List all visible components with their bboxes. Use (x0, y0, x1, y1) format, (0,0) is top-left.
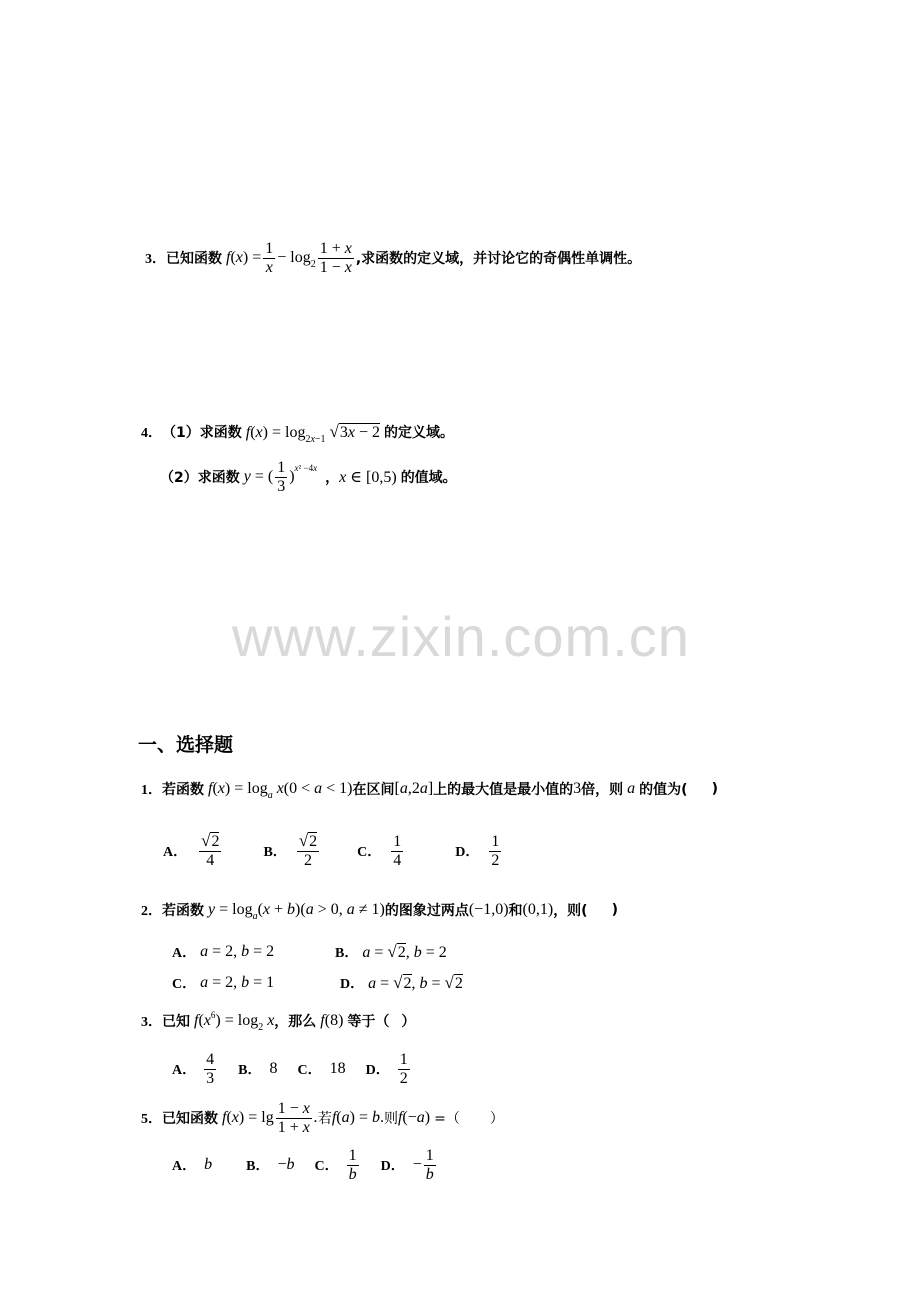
formula: f(x) = (226, 249, 262, 266)
question-text: 已知 (162, 1014, 190, 1030)
option-b-value: 8 (269, 1060, 278, 1077)
option-b-label: B． (263, 845, 287, 860)
question-text: 在区间 (352, 782, 395, 798)
option-a-value: a = 2, b = 2 (200, 943, 275, 960)
question-text: 的图象过两点 (384, 903, 469, 919)
formula: [a,2a] (394, 780, 434, 797)
option-b-value: $\frac{√2}{2}$ (298, 831, 318, 869)
option-d-fraction: $\frac{1}{b}$ (425, 1146, 434, 1183)
question-number: 5． (141, 1112, 162, 1127)
option-a-label: A． (172, 1159, 197, 1174)
question-text: =（ (434, 1111, 460, 1127)
formula: $y = \log_a(x + b)(a > 0$, a ≠ 1) (208, 901, 385, 922)
option-a-value: $\frac{4}{3}$ (206, 1050, 215, 1087)
problem-3 (145, 236, 641, 280)
problem-text: ,求函数的定义域，并讨论它的奇偶性单调性。 (355, 251, 642, 267)
formula: f(−a) (397, 1109, 435, 1126)
formula: f(x) = lg (222, 1109, 274, 1126)
question-1 (141, 776, 718, 802)
question-2-option-b (335, 940, 447, 964)
option-d-label: D． (340, 977, 365, 992)
formula: y = ( (243, 468, 274, 485)
section-heading: 一、选择题 (138, 734, 234, 756)
question-text: ) (711, 781, 718, 797)
problem-4-part-1 (141, 418, 454, 446)
problem-text: 的值域。 (400, 470, 457, 486)
option-d-value: $\frac{1}{2}$ (399, 1050, 408, 1087)
formula: )$^{x^2 -4x}$ (289, 463, 318, 485)
formula: $f(x) = \log_{2x-1} √3x - 2$ (245, 422, 381, 445)
option-b-label: B． (246, 1159, 270, 1174)
option-d-label: D． (380, 1159, 405, 1174)
formula: $f(x) = \log_a x(0 < a < 1)$ (208, 780, 353, 801)
option-a-label: A． (172, 946, 197, 961)
fraction: $\frac{1}{3}$ (277, 458, 286, 495)
option-c-label: C． (297, 1063, 322, 1078)
option-c-value: $\frac{1}{4}$ (393, 832, 402, 869)
option-c-value: a = 2, b = 1 (200, 974, 275, 991)
formula: (−1,0) (468, 901, 509, 918)
fraction: $\frac{1}{x}$ (265, 239, 274, 276)
comma: ， (325, 470, 340, 486)
question-number: 2． (141, 904, 162, 919)
problem-text: （1）求函数 (162, 425, 242, 441)
question-3 (141, 1008, 415, 1034)
formula: − $\log_2$ (277, 249, 316, 270)
question-text: 倍，则 (581, 782, 624, 798)
question-2-option-c (172, 971, 274, 995)
watermark: www.zixin.com.cn (232, 605, 690, 668)
formula: f(8) (320, 1012, 348, 1029)
option-d-value: − (412, 1156, 422, 1173)
question-number: 1． (141, 783, 162, 798)
question-3-options (172, 1044, 412, 1094)
problem-number: 3． (145, 252, 166, 267)
formula: a (623, 780, 640, 797)
option-d-value: a = √2, b = √2 (368, 973, 463, 992)
question-text: 已知函数 (162, 1111, 218, 1127)
question-1-options (163, 826, 503, 876)
question-text: ） (489, 1111, 504, 1127)
question-5-options (172, 1140, 438, 1190)
problem-text: （2）求函数 (160, 470, 240, 486)
question-text: ） (401, 1014, 416, 1030)
option-b-value: a = √2, b = 2 (362, 942, 447, 961)
question-text: 等于（ (347, 1014, 390, 1030)
question-text: 若 (317, 1111, 332, 1127)
question-2 (141, 897, 618, 923)
number: 3 (573, 780, 582, 797)
option-c-label: C． (357, 845, 382, 860)
question-text: 若函数 (162, 782, 204, 798)
question-text: ，那么 (274, 1014, 317, 1030)
option-d-label: D． (365, 1063, 390, 1078)
fraction: $\frac{1 - x}{1 + x}$ (277, 1099, 310, 1136)
question-text: 则 (383, 1111, 398, 1127)
question-text: 和 (508, 903, 523, 919)
option-a-value: $\frac{√2}{4}$ (201, 831, 220, 869)
question-text: 若函数 (162, 903, 204, 919)
option-a-value: b (204, 1156, 213, 1173)
option-b-label: B． (335, 946, 359, 961)
option-c-label: C． (172, 977, 197, 992)
option-d-label: D． (455, 845, 480, 860)
option-c-label: C． (314, 1159, 339, 1174)
problem-4-part-2 (160, 455, 457, 499)
question-text: ) (611, 902, 618, 918)
formula: f(a) = b. (331, 1109, 384, 1126)
formula: x ∈ [0,5) (339, 469, 401, 486)
option-d-value: $\frac{1}{2}$ (491, 832, 500, 869)
option-c-value: $\frac{1}{b}$ (348, 1146, 357, 1183)
option-c-value: 18 (329, 1060, 346, 1077)
problem-text: 的定义域。 (384, 425, 455, 441)
question-text: ，则( (553, 903, 588, 919)
fraction: $\frac{1 + x}{1 - x}$ (319, 239, 352, 276)
question-5 (141, 1096, 504, 1140)
option-a-label: A． (172, 1063, 197, 1078)
option-a-label: A． (163, 845, 188, 860)
problem-number: 4． (141, 426, 162, 441)
question-text: 上的最大值是最小值的 (433, 782, 574, 798)
problem-text: 已知函数 (166, 251, 222, 267)
question-number: 3． (141, 1015, 162, 1030)
question-2-option-d (340, 971, 463, 995)
formula: (0,1) (522, 901, 554, 918)
option-b-label: B． (238, 1063, 262, 1078)
formula: . (313, 1109, 318, 1126)
question-2-option-a (172, 940, 274, 964)
option-b-value: −b (277, 1156, 295, 1173)
formula: $f(x^6) = \log_2 x$ (194, 1010, 275, 1033)
question-text: 的值为( (639, 782, 688, 798)
